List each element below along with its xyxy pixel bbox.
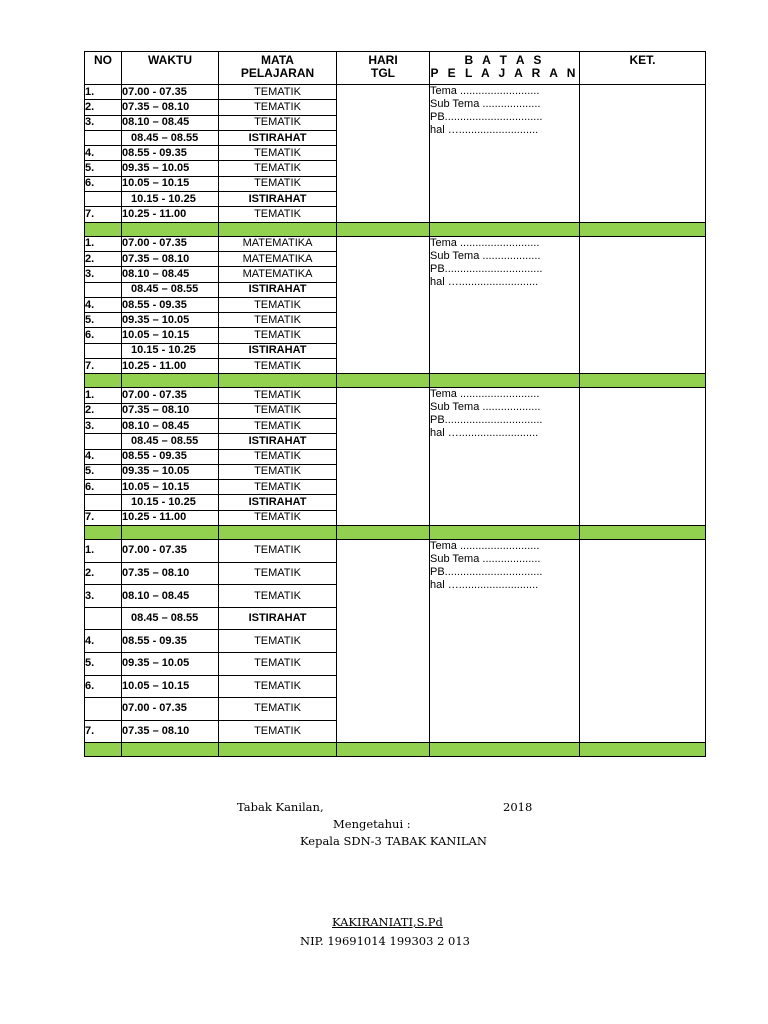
cell-waktu: 10.15 - 10.25	[122, 495, 219, 510]
cell-waktu: 07.00 - 07.35	[122, 85, 219, 100]
batas-line: Tema ..........................	[430, 540, 540, 553]
cell-waktu: 08.10 – 08.45	[122, 418, 219, 433]
day-separator-row	[85, 743, 706, 757]
cell-no: 4.	[85, 630, 122, 653]
cell-mata-pelajaran: TEMATIK	[219, 652, 337, 675]
cell-no: 4.	[85, 146, 122, 161]
separator-cell	[580, 374, 706, 388]
cell-waktu: 10.05 – 10.15	[122, 328, 219, 343]
cell-no: 7.	[85, 359, 122, 374]
batas-line: Sub Tema ...................	[430, 401, 541, 414]
separator-cell	[337, 743, 430, 757]
cell-batas-pelajaran	[430, 85, 580, 223]
cell-no: 7.	[85, 510, 122, 525]
schedule-row	[85, 540, 706, 563]
cell-mata-pelajaran: ISTIRAHAT	[219, 192, 337, 207]
cell-no: 6.	[85, 675, 122, 698]
cell-waktu: 10.05 – 10.15	[122, 480, 219, 495]
cell-no	[85, 130, 122, 145]
day-separator-row	[85, 222, 706, 236]
header-ket: KET.	[580, 52, 706, 85]
batas-line: PB................................	[430, 111, 543, 123]
separator-cell	[85, 374, 122, 388]
separator-cell	[219, 222, 337, 236]
cell-waktu: 10.05 – 10.15	[122, 675, 219, 698]
separator-cell	[219, 374, 337, 388]
cell-waktu: 08.45 – 08.55	[122, 607, 219, 630]
footer-nip: NIP. 19691014 199303 2 013	[300, 934, 470, 948]
cell-no: 2.	[85, 100, 122, 115]
batas-line: Sub Tema ...................	[430, 249, 541, 262]
cell-no: 6.	[85, 176, 122, 191]
cell-ket	[580, 85, 706, 223]
cell-no: 3.	[85, 418, 122, 433]
cell-mata-pelajaran: TEMATIK	[219, 313, 337, 328]
cell-waktu: 08.55 - 09.35	[122, 297, 219, 312]
cell-waktu: 08.45 – 08.55	[122, 434, 219, 449]
schedule-row	[85, 388, 706, 403]
separator-cell	[122, 526, 219, 540]
cell-mata-pelajaran: TEMATIK	[219, 403, 337, 418]
cell-waktu: 08.45 – 08.55	[122, 130, 219, 145]
cell-mata-pelajaran: TEMATIK	[219, 585, 337, 608]
cell-waktu: 08.10 – 08.45	[122, 267, 219, 282]
cell-no: 2.	[85, 562, 122, 585]
separator-cell	[430, 743, 580, 757]
cell-waktu: 10.25 - 11.00	[122, 510, 219, 525]
cell-waktu: 07.00 - 07.35	[122, 236, 219, 251]
cell-no	[85, 698, 122, 721]
header-mata-pelajaran: MATA PELAJARAN	[219, 52, 337, 85]
cell-mata-pelajaran: TEMATIK	[219, 480, 337, 495]
separator-cell	[430, 374, 580, 388]
separator-cell	[219, 743, 337, 757]
cell-ket	[580, 236, 706, 374]
cell-no: 2.	[85, 251, 122, 266]
cell-waktu: 09.35 – 10.05	[122, 161, 219, 176]
cell-batas-pelajaran	[430, 540, 580, 743]
cell-waktu: 08.45 – 08.55	[122, 282, 219, 297]
cell-waktu: 09.35 – 10.05	[122, 313, 219, 328]
separator-cell	[337, 374, 430, 388]
footer-kepala: Kepala SDN-3 TABAK KANILAN	[300, 834, 487, 848]
batas-line: Tema ..........................	[430, 388, 540, 401]
batas-line: PB................................	[430, 262, 543, 275]
schedule-row	[85, 236, 706, 251]
cell-no: 1.	[85, 540, 122, 563]
cell-waktu: 09.35 – 10.05	[122, 652, 219, 675]
cell-waktu: 08.55 - 09.35	[122, 630, 219, 653]
cell-mata-pelajaran: ISTIRAHAT	[219, 282, 337, 297]
batas-line: hal …..........................	[430, 275, 539, 288]
separator-cell	[85, 526, 122, 540]
schedule-row	[85, 85, 706, 100]
cell-ket	[580, 388, 706, 526]
cell-mata-pelajaran: TEMATIK	[219, 161, 337, 176]
cell-waktu: 07.00 - 07.35	[122, 540, 219, 563]
cell-hari-tgl	[337, 388, 430, 526]
cell-waktu: 09.35 – 10.05	[122, 464, 219, 479]
separator-cell	[85, 222, 122, 236]
cell-no: 3.	[85, 585, 122, 608]
separator-cell	[219, 526, 337, 540]
cell-waktu: 07.35 – 08.10	[122, 403, 219, 418]
cell-mata-pelajaran: TEMATIK	[219, 720, 337, 743]
cell-mata-pelajaran: ISTIRAHAT	[219, 130, 337, 145]
cell-mata-pelajaran: TEMATIK	[219, 540, 337, 563]
cell-no: 1.	[85, 85, 122, 100]
cell-mata-pelajaran: TEMATIK	[219, 146, 337, 161]
batas-line: Tema ..........................	[430, 236, 540, 249]
cell-mata-pelajaran: TEMATIK	[219, 418, 337, 433]
cell-mata-pelajaran: TEMATIK	[219, 464, 337, 479]
cell-waktu: 07.35 – 08.10	[122, 100, 219, 115]
cell-mata-pelajaran: TEMATIK	[219, 176, 337, 191]
cell-mata-pelajaran: ISTIRAHAT	[219, 434, 337, 449]
cell-mata-pelajaran: TEMATIK	[219, 100, 337, 115]
footer-year: 2018	[503, 800, 533, 814]
footer-place: Tabak Kanilan,	[237, 800, 324, 814]
cell-mata-pelajaran: TEMATIK	[219, 388, 337, 403]
separator-cell	[337, 222, 430, 236]
cell-batas-pelajaran	[430, 236, 580, 374]
cell-waktu: 10.25 - 11.00	[122, 207, 219, 222]
separator-cell	[122, 222, 219, 236]
cell-waktu: 07.35 – 08.10	[122, 251, 219, 266]
batas-line: PB................................	[430, 566, 543, 579]
cell-mata-pelajaran: TEMATIK	[219, 359, 337, 374]
cell-no	[85, 343, 122, 358]
day-separator-row	[85, 374, 706, 388]
cell-waktu: 08.10 – 08.45	[122, 585, 219, 608]
cell-mata-pelajaran: TEMATIK	[219, 297, 337, 312]
cell-mata-pelajaran: TEMATIK	[219, 449, 337, 464]
cell-no: 7.	[85, 207, 122, 222]
cell-waktu: 07.00 - 07.35	[122, 388, 219, 403]
separator-cell	[337, 526, 430, 540]
cell-mata-pelajaran: ISTIRAHAT	[219, 343, 337, 358]
cell-no: 5.	[85, 464, 122, 479]
cell-no: 5.	[85, 313, 122, 328]
cell-no: 5.	[85, 652, 122, 675]
cell-waktu: 08.55 - 09.35	[122, 449, 219, 464]
batas-line: PB................................	[430, 414, 543, 427]
separator-cell	[580, 222, 706, 236]
cell-no	[85, 495, 122, 510]
cell-batas-pelajaran	[430, 388, 580, 526]
cell-no: 3.	[85, 115, 122, 130]
separator-cell	[580, 743, 706, 757]
cell-mata-pelajaran: TEMATIK	[219, 630, 337, 653]
separator-cell	[430, 222, 580, 236]
cell-no: 3.	[85, 267, 122, 282]
schedule-table	[84, 51, 706, 757]
cell-waktu: 10.15 - 10.25	[122, 192, 219, 207]
cell-mata-pelajaran: MATEMATIKA	[219, 267, 337, 282]
header-hari-tgl: HARI TGL	[337, 52, 430, 85]
day-separator-row	[85, 526, 706, 540]
separator-cell	[580, 526, 706, 540]
batas-line: hal …..........................	[430, 427, 539, 440]
cell-hari-tgl	[337, 540, 430, 743]
cell-no: 4.	[85, 449, 122, 464]
separator-cell	[430, 526, 580, 540]
cell-no: 2.	[85, 403, 122, 418]
cell-mata-pelajaran: TEMATIK	[219, 675, 337, 698]
batas-line: Sub Tema ...................	[430, 98, 541, 110]
cell-no: 4.	[85, 297, 122, 312]
cell-mata-pelajaran: TEMATIK	[219, 698, 337, 721]
cell-mata-pelajaran: ISTIRAHAT	[219, 495, 337, 510]
header-row	[85, 52, 706, 85]
cell-waktu: 07.00 - 07.35	[122, 698, 219, 721]
cell-waktu: 07.35 – 08.10	[122, 562, 219, 585]
cell-no	[85, 192, 122, 207]
cell-mata-pelajaran: MATEMATIKA	[219, 236, 337, 251]
cell-no: 1.	[85, 388, 122, 403]
batas-line: Tema ..........................	[430, 85, 540, 97]
batas-line: Sub Tema ...................	[430, 553, 541, 566]
cell-ket	[580, 540, 706, 743]
cell-waktu: 07.35 – 08.10	[122, 720, 219, 743]
cell-mata-pelajaran: TEMATIK	[219, 207, 337, 222]
header-batas-pelajaran: B A T A S P E L A J A R A N	[430, 52, 580, 85]
cell-no	[85, 607, 122, 630]
cell-waktu: 08.10 – 08.45	[122, 115, 219, 130]
separator-cell	[85, 743, 122, 757]
footer-mengetahui: Mengetahui :	[333, 817, 411, 831]
cell-waktu: 08.55 - 09.35	[122, 146, 219, 161]
cell-hari-tgl	[337, 85, 430, 223]
batas-line: hal …..........................	[430, 579, 539, 592]
cell-waktu: 10.25 - 11.00	[122, 359, 219, 374]
cell-no: 6.	[85, 480, 122, 495]
header-no: NO	[85, 52, 122, 85]
cell-mata-pelajaran: TEMATIK	[219, 85, 337, 100]
cell-waktu: 10.05 – 10.15	[122, 176, 219, 191]
cell-no: 5.	[85, 161, 122, 176]
cell-hari-tgl	[337, 236, 430, 374]
separator-cell	[122, 374, 219, 388]
cell-no	[85, 282, 122, 297]
cell-no: 7.	[85, 720, 122, 743]
cell-mata-pelajaran: MATEMATIKA	[219, 251, 337, 266]
cell-mata-pelajaran: ISTIRAHAT	[219, 607, 337, 630]
cell-mata-pelajaran: TEMATIK	[219, 510, 337, 525]
cell-mata-pelajaran: TEMATIK	[219, 562, 337, 585]
cell-waktu: 10.15 - 10.25	[122, 343, 219, 358]
header-waktu: WAKTU	[122, 52, 219, 85]
batas-line: hal …..........................	[430, 124, 539, 136]
footer-signer-name: KAKIRANIATI,S.Pd	[332, 915, 443, 929]
schedule-body	[85, 85, 706, 757]
cell-mata-pelajaran: TEMATIK	[219, 115, 337, 130]
cell-no: 1.	[85, 236, 122, 251]
separator-cell	[122, 743, 219, 757]
cell-mata-pelajaran: TEMATIK	[219, 328, 337, 343]
cell-no	[85, 434, 122, 449]
cell-no: 6.	[85, 328, 122, 343]
